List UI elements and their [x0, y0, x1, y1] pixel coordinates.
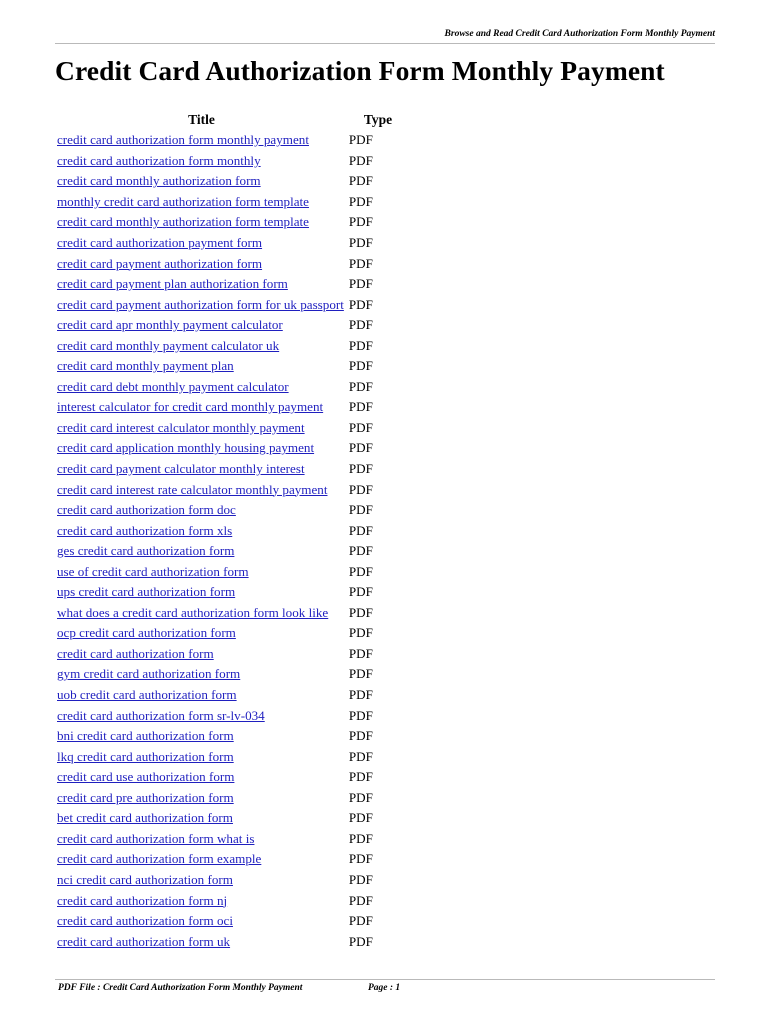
title-cell	[57, 294, 346, 315]
document-link[interactable]: interest calculator for credit card monthly payment	[57, 399, 324, 415]
table-row	[57, 377, 392, 398]
title-cell	[57, 151, 346, 172]
table-row	[57, 479, 392, 500]
file-type-cell: PDF	[348, 913, 373, 929]
table-row	[57, 767, 392, 788]
table-row	[57, 418, 392, 439]
title-cell	[57, 397, 346, 418]
document-link[interactable]: ges credit card authorization form	[57, 543, 235, 559]
document-link[interactable]: credit card authorization form oci	[57, 913, 233, 929]
table-row	[57, 788, 392, 809]
document-link[interactable]: credit card use authorization form	[57, 769, 235, 785]
table-row	[57, 212, 392, 233]
document-link[interactable]: nci credit card authorization form	[57, 871, 233, 887]
file-type-cell: PDF	[348, 317, 373, 333]
file-type-cell: PDF	[348, 769, 373, 785]
title-cell	[57, 931, 346, 952]
title-cell	[57, 870, 346, 891]
table-row	[57, 726, 392, 747]
file-type-cell: PDF	[348, 666, 373, 682]
table-body	[57, 130, 392, 952]
title-cell	[57, 623, 346, 644]
file-type-cell: PDF	[348, 851, 373, 867]
document-link[interactable]: credit card authorization form nj	[57, 892, 228, 908]
title-cell	[57, 849, 346, 870]
document-link[interactable]: credit card payment calculator monthly interest	[57, 461, 305, 477]
table-row	[57, 541, 392, 562]
table-row	[57, 685, 392, 706]
running-header: Browse and Read Credit Card Authorization Form Monthly Payment	[444, 29, 715, 39]
document-link[interactable]: credit card authorization form doc	[57, 502, 236, 518]
title-cell	[57, 788, 346, 809]
document-link[interactable]: use of credit card authorization form	[57, 563, 249, 579]
table-row	[57, 192, 392, 213]
file-type-cell: PDF	[348, 419, 373, 435]
table-row	[57, 644, 392, 665]
file-type-cell: PDF	[348, 358, 373, 374]
document-list-table	[57, 110, 392, 952]
file-type-cell: PDF	[348, 502, 373, 518]
file-type-cell: PDF	[348, 687, 373, 703]
document-link[interactable]: credit card monthly authorization form	[57, 173, 261, 189]
document-link[interactable]: credit card payment authorization form	[57, 255, 263, 271]
title-cell	[57, 479, 346, 500]
table-row	[57, 130, 392, 151]
title-cell	[57, 603, 346, 624]
table-row	[57, 151, 392, 172]
table-row	[57, 890, 392, 911]
title-cell	[57, 274, 346, 295]
document-link[interactable]: credit card application monthly housing payment	[57, 440, 315, 456]
table-row	[57, 582, 392, 603]
document-link[interactable]: bni credit card authorization form	[57, 728, 234, 744]
table-row	[57, 561, 392, 582]
document-link[interactable]: monthly credit card authorization form template	[57, 193, 309, 209]
file-type-cell: PDF	[348, 933, 373, 949]
table-row	[57, 233, 392, 254]
file-type-cell: PDF	[348, 522, 373, 538]
table-row	[57, 623, 392, 644]
document-link[interactable]: credit card pre authorization form	[57, 789, 234, 805]
document-link[interactable]: credit card authorization form	[57, 645, 214, 661]
file-type-cell: PDF	[348, 337, 373, 353]
table-row	[57, 705, 392, 726]
document-link[interactable]: credit card authorization form monthly payment	[57, 132, 309, 148]
document-link[interactable]: credit card authorization form sr-lv-034	[57, 707, 265, 723]
document-link[interactable]: gym credit card authorization form	[57, 666, 241, 682]
file-type-cell: PDF	[348, 707, 373, 723]
title-cell	[57, 253, 346, 274]
file-type-cell: PDF	[348, 645, 373, 661]
title-cell	[57, 541, 346, 562]
document-link[interactable]: credit card monthly payment plan	[57, 358, 234, 374]
file-type-cell: PDF	[348, 235, 373, 250]
table-row	[57, 829, 392, 850]
title-cell	[57, 233, 346, 254]
table-row	[57, 746, 392, 767]
title-cell	[57, 685, 346, 706]
column-header-type: Type	[363, 112, 393, 127]
table-row	[57, 603, 392, 624]
title-cell	[57, 644, 346, 665]
title-cell	[57, 808, 346, 829]
document-link[interactable]: credit card debt monthly payment calculator	[57, 378, 289, 394]
document-link[interactable]: credit card payment plan authorization form	[57, 276, 288, 292]
document-link[interactable]: credit card authorization form uk	[57, 933, 231, 949]
file-type-cell: PDF	[348, 748, 373, 764]
table-row	[57, 849, 392, 870]
title-cell	[57, 726, 346, 747]
title-cell	[57, 418, 346, 439]
table-row	[57, 335, 392, 356]
document-link[interactable]: credit card authorization form example	[57, 851, 262, 867]
table-row	[57, 911, 392, 932]
title-cell	[57, 335, 346, 356]
document-link[interactable]: credit card monthly authorization form template	[57, 214, 309, 230]
document-link[interactable]: credit card authorization form monthly	[57, 152, 261, 168]
title-cell	[57, 561, 346, 582]
file-type-cell: PDF	[348, 132, 373, 148]
file-type-cell: PDF	[348, 830, 373, 846]
document-link[interactable]: credit card payment authorization form for uk passport	[57, 296, 344, 312]
title-cell	[57, 212, 346, 233]
table-row	[57, 520, 392, 541]
document-link[interactable]: credit card authorization form what is	[57, 830, 255, 846]
file-type-cell: PDF	[348, 461, 373, 477]
file-type-cell: PDF	[348, 193, 373, 209]
title-cell	[57, 664, 346, 685]
table-row	[57, 294, 392, 315]
file-type-cell: PDF	[348, 563, 373, 579]
document-link[interactable]: lkq credit card authorization form	[57, 748, 234, 764]
title-cell	[57, 829, 346, 850]
table-row	[57, 171, 392, 192]
document-link[interactable]: bet credit card authorization form	[57, 810, 233, 826]
file-type-cell: PDF	[348, 296, 373, 312]
file-type-cell: PDF	[348, 871, 373, 887]
file-type-cell: PDF	[348, 543, 373, 559]
document-link[interactable]: credit card authorization payment form	[57, 235, 263, 250]
document-link[interactable]: ocp credit card authorization form	[57, 625, 236, 641]
document-link[interactable]: credit card monthly payment calculator uk	[57, 337, 280, 353]
table-row	[57, 356, 392, 377]
table-header-row	[57, 110, 392, 130]
title-cell	[57, 500, 346, 521]
file-type-cell: PDF	[348, 625, 373, 641]
table-row	[57, 664, 392, 685]
file-type-cell: PDF	[348, 789, 373, 805]
title-cell	[57, 315, 346, 336]
document-link[interactable]: ups credit card authorization form	[57, 584, 236, 600]
footer-page-number: Page : 1	[368, 983, 401, 993]
file-type-cell: PDF	[348, 173, 373, 189]
table-row	[57, 274, 392, 295]
column-header-title: Title	[188, 112, 215, 127]
page-title: Credit Card Authorization Form Monthly Payment	[55, 55, 665, 86]
document-link[interactable]: credit card interest rate calculator monthly payment	[57, 481, 328, 497]
file-type-cell: PDF	[348, 255, 373, 271]
file-type-cell: PDF	[348, 810, 373, 826]
title-cell	[57, 911, 346, 932]
title-cell	[57, 130, 346, 151]
file-type-cell: PDF	[348, 378, 373, 394]
title-cell	[57, 582, 346, 603]
document-link[interactable]: credit card authorization form xls	[57, 522, 233, 538]
file-type-cell: PDF	[348, 440, 373, 456]
file-type-cell: PDF	[348, 214, 373, 230]
table-row	[57, 253, 392, 274]
footer-file-label: PDF File : Credit Card Authorization Form Monthly Payment	[58, 983, 303, 993]
document-link[interactable]: uob credit card authorization form	[57, 687, 237, 703]
title-cell	[57, 459, 346, 480]
title-cell	[57, 746, 346, 767]
table-row	[57, 315, 392, 336]
file-type-cell: PDF	[348, 399, 373, 415]
title-cell	[57, 520, 346, 541]
table-row	[57, 397, 392, 418]
table-row	[57, 931, 392, 952]
footer-divider	[55, 979, 715, 980]
document-link[interactable]: what does a credit card authorization form look like	[57, 604, 329, 620]
file-type-cell: PDF	[348, 892, 373, 908]
file-type-cell: PDF	[348, 584, 373, 600]
table-row	[57, 438, 392, 459]
file-type-cell: PDF	[348, 728, 373, 744]
title-cell	[57, 377, 346, 398]
title-cell	[57, 356, 346, 377]
table-row	[57, 808, 392, 829]
table-row	[57, 870, 392, 891]
title-cell	[57, 171, 346, 192]
title-cell	[57, 705, 346, 726]
title-cell	[57, 767, 346, 788]
file-type-cell: PDF	[348, 481, 373, 497]
file-type-cell: PDF	[348, 152, 373, 168]
title-cell	[57, 890, 346, 911]
header-divider	[55, 43, 715, 44]
table-row	[57, 500, 392, 521]
document-link[interactable]: credit card apr monthly payment calculator	[57, 317, 283, 333]
file-type-cell: PDF	[348, 604, 373, 620]
file-type-cell: PDF	[348, 276, 373, 292]
table-row	[57, 459, 392, 480]
document-link[interactable]: credit card interest calculator monthly payment	[57, 419, 305, 435]
title-cell	[57, 438, 346, 459]
title-cell	[57, 192, 346, 213]
